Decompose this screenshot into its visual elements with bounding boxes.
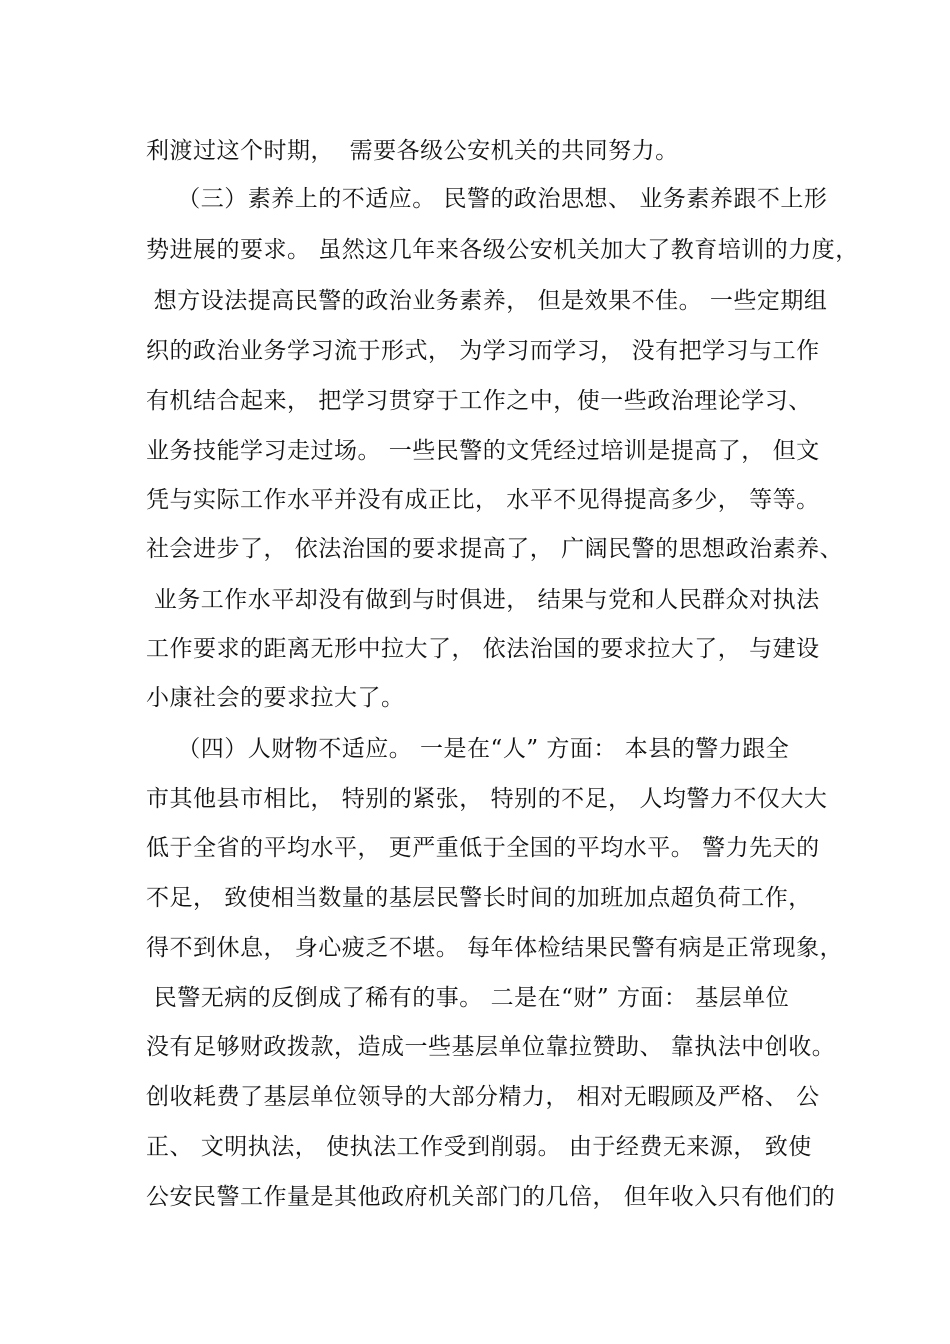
text-line: 正、 文明执法， 使执法工作受到削弱。 由于经费无来源， 致使: [146, 1134, 812, 1160]
text-line: 有机结合起来， 把学习贯穿于工作之中，使一些政治理论学习、: [146, 388, 812, 414]
text-line: 凭与实际工作水平并没有成正比， 水平不见得提高多少， 等等。: [146, 487, 820, 513]
text-line: 公安民警工作量是其他政府机关部门的几倍， 但年收入只有他们的: [146, 1184, 836, 1210]
text-line: 市其他县市相比， 特别的紧张， 特别的不足， 人均警力不仅大大: [146, 786, 828, 812]
text-line: 想方设法提高民警的政治业务素养， 但是效果不佳。 一些定期组: [146, 288, 828, 314]
text-line: 势进展的要求。 虽然这几年来各级公安机关加大了教育培训的力度，: [146, 237, 859, 263]
text-line: 得不到休息， 身心疲乏不堪。 每年体检结果民警有病是正常现象，: [146, 935, 844, 961]
text-line: （四）人财物不适应。 一是在“人” 方面： 本县的警力跟全: [146, 736, 790, 762]
text-line: 织的政治业务学习流于形式， 为学习而学习， 没有把学习与工作: [146, 338, 820, 364]
text-line: 业务工作水平却没有做到与时俱进， 结果与党和人民群众对执法: [146, 587, 820, 613]
text-line: 小康社会的要求拉大了。: [146, 685, 405, 711]
text-line: 利渡过这个时期， 需要各级公安机关的共同努力。: [146, 138, 679, 164]
text-line: 没有足够财政拨款，造成一些基层单位靠拉赞助、 靠执法中创收。: [146, 1034, 836, 1060]
text-line: （三）素养上的不适应。 民警的政治思想、 业务素养跟不上形: [146, 186, 828, 212]
text-line: 不足， 致使相当数量的基层民警长时间的加班加点超负荷工作，: [146, 885, 812, 911]
text-line: 低于全省的平均水平， 更严重低于全国的平均水平。 警力先天的: [146, 835, 820, 861]
text-line: 社会进步了， 依法治国的要求提高了， 广阔民警的思想政治素养、: [146, 536, 844, 562]
text-line: 创收耗费了基层单位领导的大部分精力， 相对无暇顾及严格、 公: [146, 1084, 820, 1110]
text-line: 业务技能学习走过场。 一些民警的文凭经过培训是提高了， 但文: [146, 438, 820, 464]
text-line: 民警无病的反倒成了稀有的事。 二是在“财” 方面： 基层单位: [146, 985, 790, 1011]
text-line: 工作要求的距离无形中拉大了， 依法治国的要求拉大了， 与建设: [146, 636, 820, 662]
